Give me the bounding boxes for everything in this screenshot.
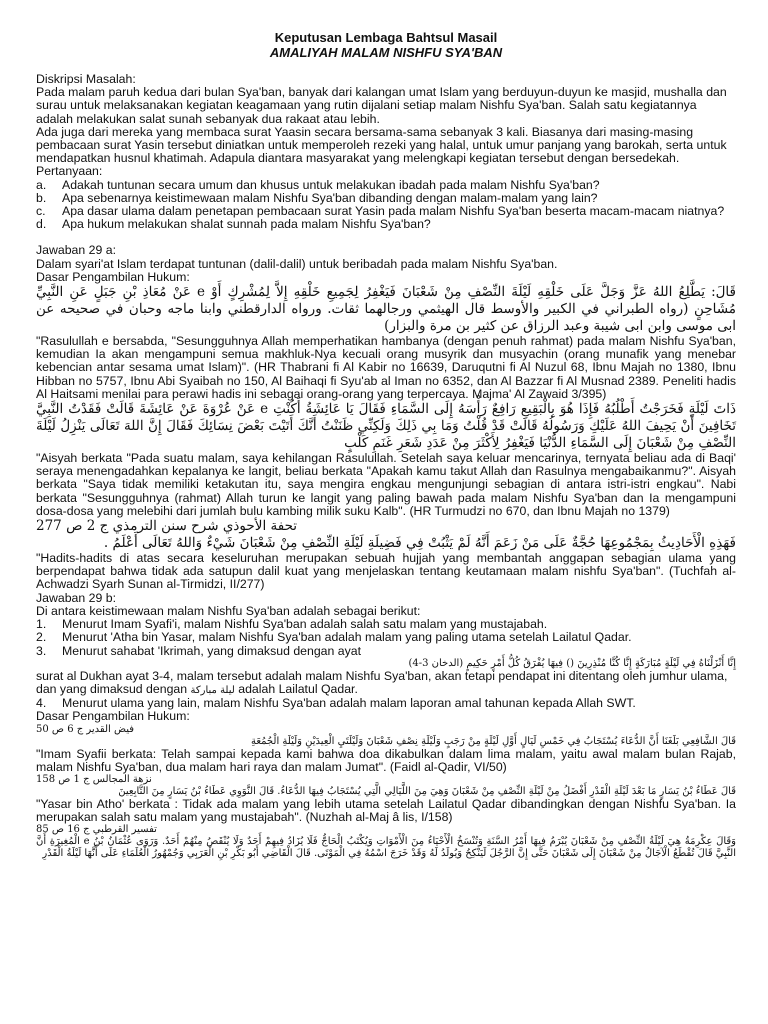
jawaban-a-heading: Jawaban 29 a: (36, 243, 116, 258)
document-page (36, 30, 736, 860)
arabic-quote-syafii: قَالَ الشَّافِعِي بَلَغَنَا أَنَّ الدُّعَاءَ يُسْتَجَابُ فِي خَمْسِ لَيَالٍ أَوَّلِ لَيْلَةٍ مِنْ رَجَبٍ وَلَيْلَةِ نِصْفِ شَعْبَانَ وَلَيْلَتَيِ الْعِيدَيْنِ وَلَيْلَةِ الْجُمُعَةِ (250, 735, 736, 747)
reference-nuzhah: نزهة المجالس ج 1 ص 158 (36, 773, 152, 785)
ayat-explanation-end: adalah Lailatul Qadar. (238, 681, 358, 696)
keistimewaan-item (36, 645, 736, 658)
translation-syafii: "Imam Syafii berkata: Telah sampai kepada kami bahwa doa dikabulkan dalam lima malam, yaitu awal malam bulan Rajab, malam Nishfu Sya'ban, dua malam hari raya dan malam Jumat". (Faidl al-Qadir, VI/50) (36, 746, 736, 774)
item-text: Menurut 'Atha bin Yasar, malam Nishfu Sya'ban adalah malam yang paling utama setelah Lailatul Qadar. (62, 630, 632, 645)
translation-tuhfah: "Hadits-hadits di atas secara keseluruhan merupakan sebuah hujjah yang membantah anggapan sebagian ulama yang berpendapat bahwa tidak ada satupun dalil kuat yang menjelaskan tentang keutamaan malam nishfu Sya'ban". (Tuchfah al-Achwadzi Syarh Sunan al-Tirmidzi, II/277) (36, 551, 736, 592)
item-marker: c. (36, 204, 46, 219)
keistimewaan-item (36, 631, 736, 644)
item-marker: 1. (36, 617, 47, 632)
arabic-hadith-2: ذَاتَ لَيْلَةٍ فَخَرَجْتُ أَطْلُبُهُ فَإِذَا هُوَ بِالْبَقِيعِ رَافِعٌ رَأْسَهُ إِلَى السَّمَاءِ فَقَالَ يَا عَائِشَةُ أَكُنْتِ e عَنْ عُرْوَةَ عَنْ عَائِشَةَ قَالَتْ فَقَدْتُ النَّبِيَّ تَخَافِينَ أَنْ يَحِيفَ اللهُ عَلَيْكِ وَرَسُولُهُ قَالَتْ قَدْ قُلْتُ وَمَا بِي ذَلِكَ وَلَكِنِّي ظَنَنْتُ أَنَّكَ أَتَيْتَ بَعْضَ نِسَائِكَ فَقَالَ إِنَّ اللهَ تَعَالَى يَنْزِلُ لَيْلَةَ النِّصْفِ مِنْ شَعْبَانَ إِلَى السَّمَاءِ الدُّنْيَا فَيَغْفِرُ لِأَكْثَرَ مِنْ عَدَدِ شَعَرِ غَنَمِ كَلْبٍ (36, 401, 736, 452)
dasar-hukum-heading-b: Dasar Pengambilan Hukum: (36, 709, 190, 724)
reference-faidl-qadir: فيض القدير ج 6 ص 50 (36, 723, 135, 735)
jawaban-a-intro: Dalam syari'at Islam terdapat tuntunan (dalil-dalil) untuk beribadah pada malam Nishfu Sya'ban. (36, 256, 558, 271)
deskripsi-paragraph-2: Ada juga dari mereka yang membaca surat Yaasin secara bersama-sama sebanyak 3 kali. Biasanya dari masing-masing pembacaan surat Yasin tersebut diniatkan untuk memperoleh rezeki yang halal, untuk umur panjang yang barokah, serta untuk mendapatkan husnul khatimah. Adapula diantara masyarakat yang melengkapi kegiatan tersebut dengan bersedekah. (36, 124, 727, 166)
item-text: Apa hukum melakukan shalat sunnah pada malam Nishfu Sya'ban? (62, 217, 431, 232)
ayat-explanation (36, 670, 736, 697)
item-marker: 2. (36, 630, 47, 645)
item-marker: 4. (36, 696, 47, 711)
pertanyaan-heading: Pertanyaan: (36, 164, 103, 179)
reference-qurthubi: تفسير القرطبي ج 16 ص 85 (36, 824, 157, 836)
deskripsi-heading: Diskripsi Masalah: (36, 72, 136, 86)
document-title: Keputusan Lembaga Bahtsul Masail (274, 30, 498, 45)
arabic-hadith-1: قَالَ: يَطَّلِعُ اللهُ عَزَّ وَجَلَّ عَلَى خَلْقِهِ لَيْلَةَ النِّصْفِ مِنْ شَعْبَانَ فَيَغْفِرُ لِجَمِيعِ خَلْقِهِ إِلاَّ لِمُشْرِكٍ أَوْ e عَنْ مُعَاذِ بْنِ جَبَلٍ عَنِ النَّبِيِّ مُشَاحِنٍ (رواه الطبراني في الكبير والأوسط قال الهيثمي ورجالهما ثقات. ورواه الدارقطني وابنا ماجه وحبان في صحيحه عن ابى موسى وابن ابى شيبة وعبد الرزاق عن كثير بن مرة والبزار) (36, 284, 736, 335)
item-marker: b. (36, 190, 47, 205)
item-marker: a. (36, 177, 47, 192)
dasar-hukum-heading: Dasar Pengambilan Hukum: (36, 269, 190, 284)
ayat-explanation-text: surat al Dukhan ayat 3-4, malam tersebut adalah malam Nishfu Sya'ban, akan tetapi pendapat ini ditentang oleh jumhur ulama, dan yang dimaksud dengan (36, 668, 728, 696)
arabic-quote-ikrimah: وَقَالَ عِكْرِمَةُ هِيَ لَيْلَةُ النِّصْفِ مِنْ شَعْبَانَ يُبْرَمُ فِيهَا أَمْرُ السَّنَةِ وَتُنْسَخُ الْأَحْيَاءُ مِنَ الْأَمْوَاتِ وَيُكْتَبُ الْحَاجُّ فَلَا يُزَادُ فِيهِمْ أَحَدٌ وَلَا يُنْقَصُ مِنْهُمْ أَحَدٌ. وَرَوَى عُثْمَانُ بْنُ e الْمُغِيرَةِ أَنَّ النَّبِيَّ قَالَ تُقْطَعُ الْآجَالُ مِنْ شَعْبَانَ إِلَى شَعْبَانَ حَتَّى إِنَّ الرَّجُلَ لَيَنْكِحُ وَيُولَدُ لَهُ وَقَدْ خَرَجَ اسْمُهُ فِي الْمَوْتَى. قَالَ الْقَاضِي أَبُو بَكْرِ بْنِ الْعَرَبِي وَجُمْهُورُ الْعُلَمَاءِ عَلَى أَنَّهَا لَيْلَةُ الْقَدْرِ (36, 836, 737, 860)
item-text: Menurut ulama yang lain, malam Nishfu Sya'ban adalah malam laporan amal tahunan kepada Allah SWT. (62, 696, 636, 711)
item-marker: 3. (36, 643, 47, 658)
arabic-quote-atha: قَالَ عَطَاءُ بْنُ يَسَارٍ مَا بَعْدَ لَيْلَةِ الْقَدْرِ أَفْضَلُ مِنْ لَيْلَةِ النِّصْفِ مِنْ شَعْبَانَ وَهِيَ مِنَ اللَّيَالِي الَّتِي يُسْتَجَابُ فِيهَا الدُّعَاءُ. قَالَ النَّوَوِي عَطَاءُ بْنُ يَسَارٍ مِنَ التَّابِعِينَ (118, 785, 736, 797)
document-subtitle: AMALIYAH MALAM NISHFU SYA'BAN (269, 45, 503, 60)
item-text: Menurut Imam Syafi'i, malam Nishfu Sya'ban adalah salah satu malam yang mustajabah. (62, 617, 548, 632)
ayat-arabic-term: ليلة مباركة (190, 684, 235, 696)
pertanyaan-item (36, 218, 736, 231)
item-text: Apa sebenarnya keistimewaan malam Nishfu Sya'ban dibanding dengan malam-malam yang lain? (62, 190, 598, 205)
item-marker: d. (36, 217, 47, 232)
translation-atha: "Yasar bin Atho' berkata : Tidak ada malam yang lebih utama setelah Lailatul Qadar dibandingkan dengan Nishfu Sya'ban. Ia merupakan salah satu malam yang mustajabah". (Nuzhah al-Maj â lis, I/158) (36, 796, 736, 825)
jawaban-b-heading: Jawaban 29 b: (36, 590, 116, 605)
jawaban-b-intro: Di antara keistimewaan malam Nishfu Sya'ban adalah sebagai berikut: (36, 603, 421, 618)
arabic-quote-tuhfah: فَهَذِهِ الْأَحَادِيثُ بِمَجْمُوعِهَا حُجَّةٌ عَلَى مَنْ زَعَمَ أَنَّهُ لَمْ يَثْبُتْ فِي فَضِيلَةِ لَيْلَةِ النِّصْفِ مِنْ شَعْبَانَ شَيْءٌ وَاللهُ تَعَالَى أَعْلَمُ . (103, 535, 736, 552)
deskripsi-paragraph-1: Pada malam paruh kedua dari bulan Sya'ban, banyak dari kalangan umat Islam yang berduyun-duyun ke masjid, mushalla dan surau untuk melaksanakan kegiatan keagamaan yang rutin dijalani setiap malam Nishfu Sya'ban. Salah satu kegiatannya adalah melakukan salat sunah sebanyak dua rakaat atau lebih. (36, 85, 727, 126)
item-text: Adakah tuntunan secara umum dan khusus untuk melakukan ibadah pada malam Nishfu Sya'ban? (62, 177, 600, 192)
pertanyaan-item (36, 179, 736, 192)
translation-hadith-2: "Aisyah berkata "Pada suatu malam, saya kehilangan Rasulullah. Setelah saya keluar mencarinya, ternyata beliau ada di Baqi' seraya menengadahkan kepalanya ke langit, beliau berkata "Apakah kamu takut Allah dan Rasulnya mengabaikanmu?". Aisyah berkata "Saya tidak memiliki ketakutan itu, saya mengira engkau mengunjungi sebagian di antara istri-istri engkau". Nabi berkata "Sesungguhnya (rahmat) Allah turun ke langit yang paling bawah pada malam Nishfu Sya'ban dan Ia mengampuni dosa-dosa yang melebihi dari jumlah bulu kambing milik suku Kalb". (HR Turmudzi no 670, dan Ibnu Majah no 1379) (36, 451, 736, 518)
item-text: Menurut sahabat 'Ikrimah, yang dimaksud dengan ayat (62, 643, 362, 658)
item-text: Apa dasar ulama dalam penetapan pembacaan surat Yasin pada malam Nishfu Sya'ban beserta macam-macam niatnya? (62, 204, 725, 219)
arabic-ayat-dukhan: إِنَّا أَنْزَلْنَاهُ فِي لَيْلَةٍ مُبَارَكَةٍ إِنَّا كُنَّا مُنْذِرِينَ () فِيهَا يُفْرَقُ كُلُّ أَمْرٍ حَكِيمٍ (الدخان 3-4) (408, 657, 736, 669)
arabic-reference-tuhfah: تحفة الأحوذي شرح سنن الترمذي ج 2 ص 277 (36, 518, 298, 535)
translation-hadith-1: "Rasulullah e bersabda, "Sesungguhnya Allah memperhatikan hambanya (dengan penuh rahmat) pada malam Nishfu Sya'ban, kemudian Ia akan mengampuni semua makhluk-Nya kecuali orang musyrik dan musyachin (orang munafik yang menebar kebencian antar sesama umat Islam)". (HR Thabrani fi Al Kabir no 16639, Daruqutni fi Al Nuzul 68, Ibnu Majah no 1380, Ibnu Hibban no 5757, Ibnu Abi Syaibah no 150, Al Baihaqi fi Syu'ab al Iman no 6352, dan Al Bazzar fi Al Musnad 2389. Peneliti hadis Al Haitsami menilai para perawi hadis ini sebagai orang-orang yang terpercaya. Majma' Al Zawaid 3/395) (36, 334, 736, 401)
